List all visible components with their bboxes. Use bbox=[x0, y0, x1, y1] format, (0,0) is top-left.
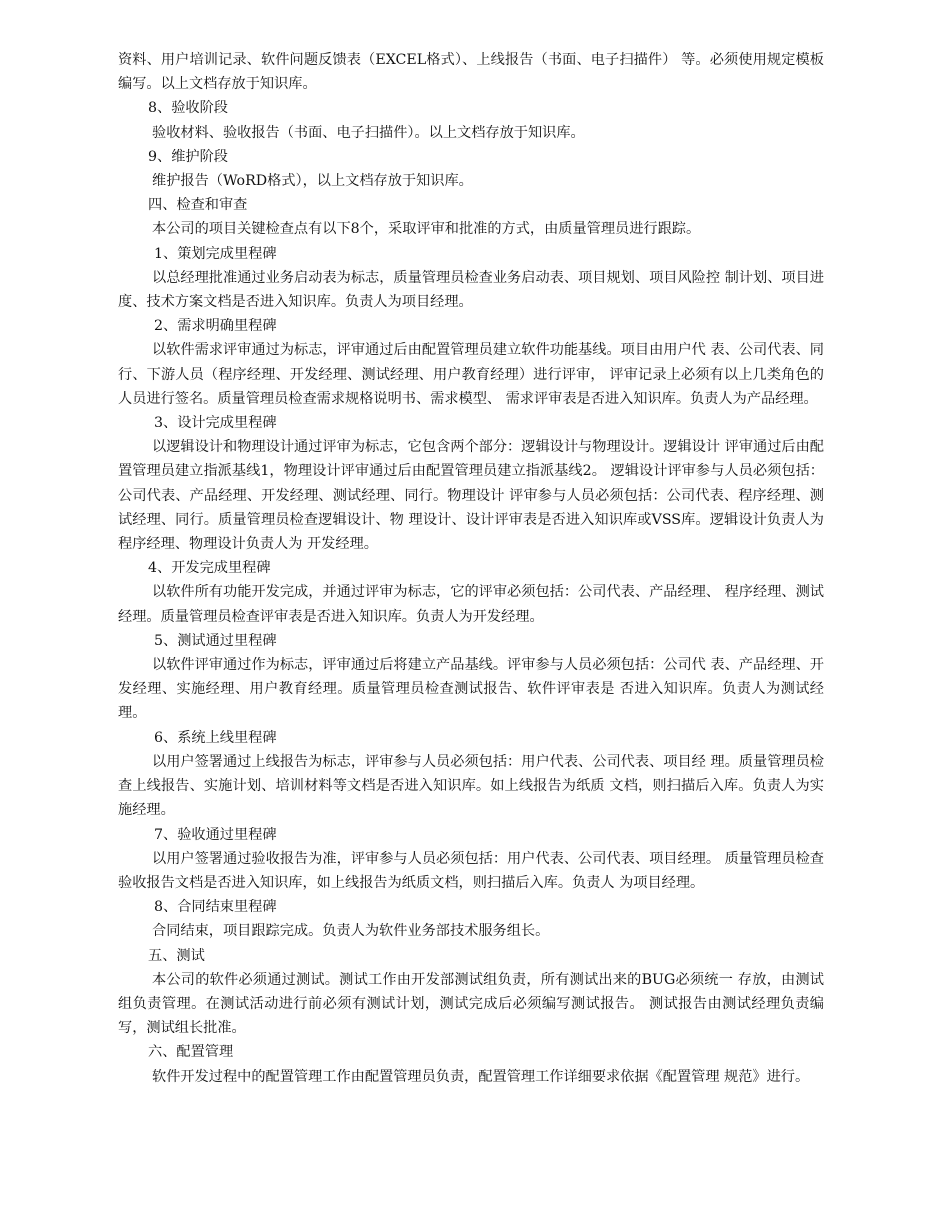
paragraph: 以软件所有功能开发完成，并通过评审为标志，它的评审必须包括：公司代表、产品经理、 程序经理、测试经理。质量管理员检查评审表是否进入知识库。负责人为开发经理。 bbox=[118, 584, 824, 625]
paragraph: 软件开发过程中的配置管理工作由配置管理员负责，配置管理工作详细要求依据《配置管理 规范》进行。 bbox=[152, 1068, 810, 1085]
paragraph: 验收材料、验收报告（书面、电子扫描件）。以上文档存放于知识库。 bbox=[152, 124, 585, 141]
document-page bbox=[118, 48, 824, 1089]
section-heading: 五、测试 bbox=[148, 947, 205, 964]
milestone-heading: 2、需求明确里程碑 bbox=[154, 318, 277, 335]
milestone-heading: 6、系统上线里程碑 bbox=[154, 729, 277, 746]
milestone-heading: 1、策划完成里程碑 bbox=[154, 245, 277, 262]
section-heading: 六、配置管理 bbox=[148, 1044, 234, 1061]
paragraph: 维护报告（WoRD格式），以上文档存放于知识库。 bbox=[152, 173, 473, 190]
section-heading: 8、验收阶段 bbox=[148, 100, 228, 117]
milestone-heading: 5、测试通过里程碑 bbox=[154, 632, 277, 649]
paragraph: 合同结束，项目跟踪完成。负责人为软件业务部技术服务组长。 bbox=[152, 923, 550, 940]
paragraph-continuation: 资料、用户培训记录、软件问题反馈表（EXCEL格式）、上线报告（书面、电子扫描件） 等。必须使用规定模板编写。以上文档存放于知识库。 bbox=[118, 52, 824, 93]
milestone-heading: 8、合同结束里程碑 bbox=[154, 899, 277, 916]
paragraph: 本公司的项目关键检查点有以下8个，采取评审和批准的方式，由质量管理员进行跟踪。 bbox=[152, 221, 701, 238]
section-heading: 9、维护阶段 bbox=[148, 148, 228, 165]
paragraph: 以总经理批准通过业务启动表为标志，质量管理员检查业务启动表、项目规划、项目风险控 制计划、项目进度、技术方案文档是否进入知识库。负责人为项目经理。 bbox=[118, 269, 824, 311]
milestone-heading: 3、设计完成里程碑 bbox=[154, 415, 277, 432]
paragraph: 以用户签署通过验收报告为准，评审参与人员必须包括：用户代表、公司代表、项目经理。 质量管理员检查验收报告文档是否进入知识库，如上线报告为纸质文档，则扫描后入库。负责人 为项目经理。 bbox=[118, 850, 824, 891]
milestone-heading: 7、验收通过里程碑 bbox=[154, 826, 277, 843]
milestone-heading: 4、开发完成里程碑 bbox=[148, 560, 271, 577]
section-heading: 四、检查和审查 bbox=[148, 197, 248, 214]
paragraph: 以软件需求评审通过为标志，评审通过后由配置管理员建立软件功能基线。项目由用户代 表、公司代表、同行、下游人员（程序经理、开发经理、测试经理、用户教育经理）进行评审， 评审记录上必须有以上几类角色的人员进行签名。质量管理员检查需求规格说明书、需求模型、 需求评审表是否进入知识库。负责人为产品经理。 bbox=[118, 342, 824, 407]
paragraph: 以逻辑设计和物理设计通过评审为标志，它包含两个部分：逻辑设计与物理设计。逻辑设计 评审通过后由配置管理员建立指派基线1，物理设计评审通过后由配置管理员建立指派基线2。 逻辑设计评审参与人员必须包括：公司代表、产品经理、开发经理、测试经理、同行。物理设计 评审参与人员必须包括：公司代表、程序经理、测试经理、同行。质量管理员检查逻辑设计、物 理设计、设计评审表是否进入知识库或VSS库。逻辑设计负责人为程序经理、物理设计负责人为 开发经理。 bbox=[118, 439, 824, 553]
paragraph: 以用户签署通过上线报告为标志，评审参与人员必须包括：用户代表、公司代表、项目经 理。质量管理员检查上线报告、实施计划、培训材料等文档是否进入知识库。如上线报告为纸质 文档，则扫描后入库。负责人为实施经理。 bbox=[118, 753, 824, 819]
paragraph: 以软件评审通过作为标志，评审通过后将建立产品基线。评审参与人员必须包括：公司代 表、产品经理、开发经理、实施经理、用户教育经理。质量管理员检查测试报告、软件评审表是 否进入知识库。负责人为测试经理。 bbox=[118, 657, 824, 722]
paragraph: 本公司的软件必须通过测试。测试工作由开发部测试组负责，所有测试出来的BUG必须统一 存放，由测试组负责管理。在测试活动进行前必须有测试计划，测试完成后必须编写测试报告。 测试报告由测试经理负责编写，测试组长批准。 bbox=[118, 971, 824, 1037]
